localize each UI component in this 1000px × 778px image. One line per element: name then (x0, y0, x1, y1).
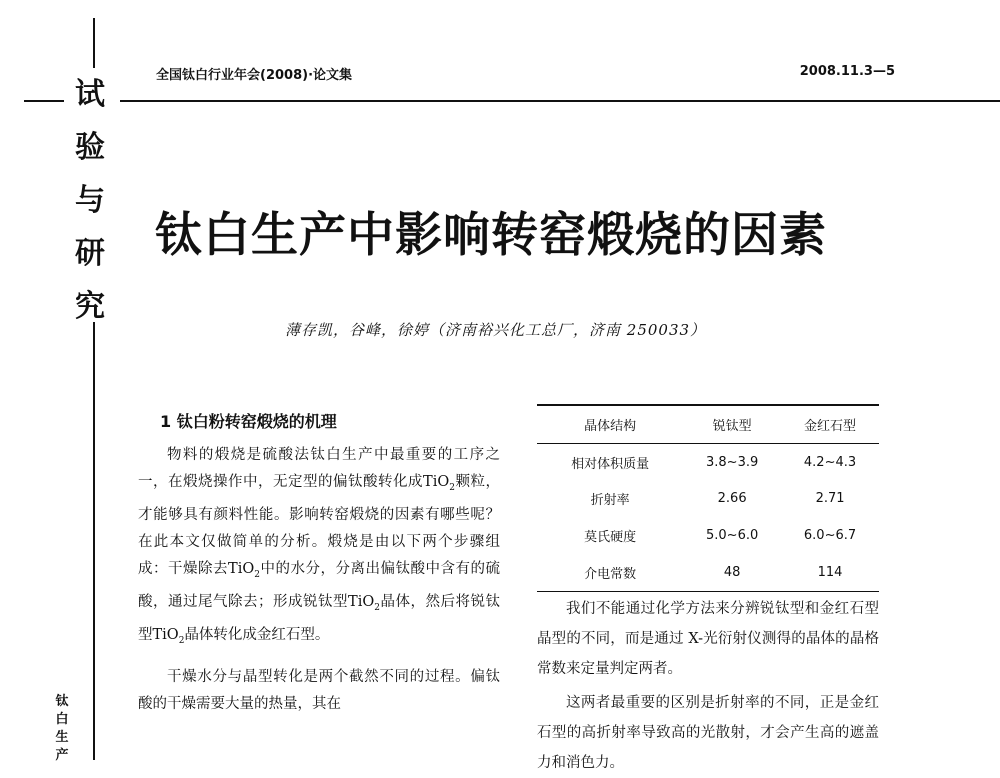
conference-date: 2008.11.3—5 (799, 64, 895, 79)
conference-name: 全国钛白行业年会(2008)·论文集 (156, 68, 353, 83)
section-char: 究 (75, 289, 105, 324)
table-cell: 2.71 (815, 491, 845, 507)
body-paragraph: 干燥水分与晶型转化是两个截然不同的过程。偏钛酸的干燥需要大量的热量，其在 (138, 668, 500, 712)
paper-authors: 薄存凯，谷峰，徐婷（济南裕兴化工总厂，济南 250033） (285, 321, 707, 339)
section-label-vertical (62, 68, 118, 333)
table-cell: 6.0~6.7 (803, 528, 857, 544)
section-char: 试 (75, 77, 105, 112)
sidebar-long-rule (93, 322, 95, 760)
section-char: 验 (75, 130, 105, 165)
body-paragraph: 我们不能通过化学方法来分辨锐钛型和金红石型晶型的不同，而是通过 X-光衍射仪测得的晶体的晶格常数来定量判定两者。 (537, 600, 879, 677)
running-char: 生 (55, 730, 69, 745)
table-header-cell: 金红石型 (804, 418, 857, 434)
table-row (537, 554, 879, 591)
body-paragraph: 这两者最重要的区别是折射率的不同，正是金红石型的高折射率导致高的光散射，才会产生高的遮盖力和消色力。 (537, 694, 879, 771)
table-row (537, 517, 879, 554)
table-cell: 4.2~4.3 (803, 454, 857, 470)
running-char: 白 (55, 712, 69, 727)
section-char: 研 (75, 236, 105, 271)
paper-title: 钛白生产中影响转窑煅烧的因素 (155, 208, 827, 263)
table-cell: 3.8~3.9 (706, 454, 759, 470)
table-cell: 114 (817, 565, 843, 581)
table-header-row (537, 405, 879, 443)
sidebar-left-rule (24, 100, 64, 102)
table-header-cell: 晶体结构 (584, 418, 637, 434)
section-char: 与 (75, 183, 105, 218)
table-cell: 2.66 (717, 491, 747, 507)
body-paragraph: 物料的煅烧是硫酸法钛白生产中最重要的工序之一，在煅烧操作中，无定型的偏钛酸转化成TiO$_2$颗粒，才能够具有颜料性能。影响转窑煅烧的因素有哪些呢？在此本文仅做简单的分析。煅烧是由以下两个步骤组成：干燥除去TiO$_2$中的水分，分离出偏钛酸中含有的硫酸，通过尾气除去；形成锐钛型TiO$_2$晶体，然后将锐钛型TiO$_2$晶体转化成金红石型。 (138, 447, 501, 646)
left-column (138, 410, 500, 718)
table-cell: 折射率 (590, 493, 630, 509)
sidebar-top-rule (93, 18, 95, 68)
table-row (537, 443, 879, 480)
table-cell: 5.0~6.0 (706, 528, 759, 544)
table-header-cell: 锐钛型 (712, 418, 752, 434)
section-heading: 1 钛白粉转窑煅烧的机理 (160, 412, 337, 431)
right-column (537, 404, 879, 778)
table-cell: 介电常数 (584, 567, 637, 583)
running-title-vertical (52, 693, 72, 765)
table-cell: 48 (723, 565, 741, 581)
table-row (537, 481, 879, 518)
table-cell: 相对体积质量 (571, 456, 650, 472)
table-cell: 莫氏硬度 (584, 530, 637, 546)
running-char: 钛 (55, 694, 69, 709)
crystal-comparison-table (537, 404, 879, 592)
header-rule (120, 100, 1000, 102)
running-char: 产 (55, 748, 69, 763)
